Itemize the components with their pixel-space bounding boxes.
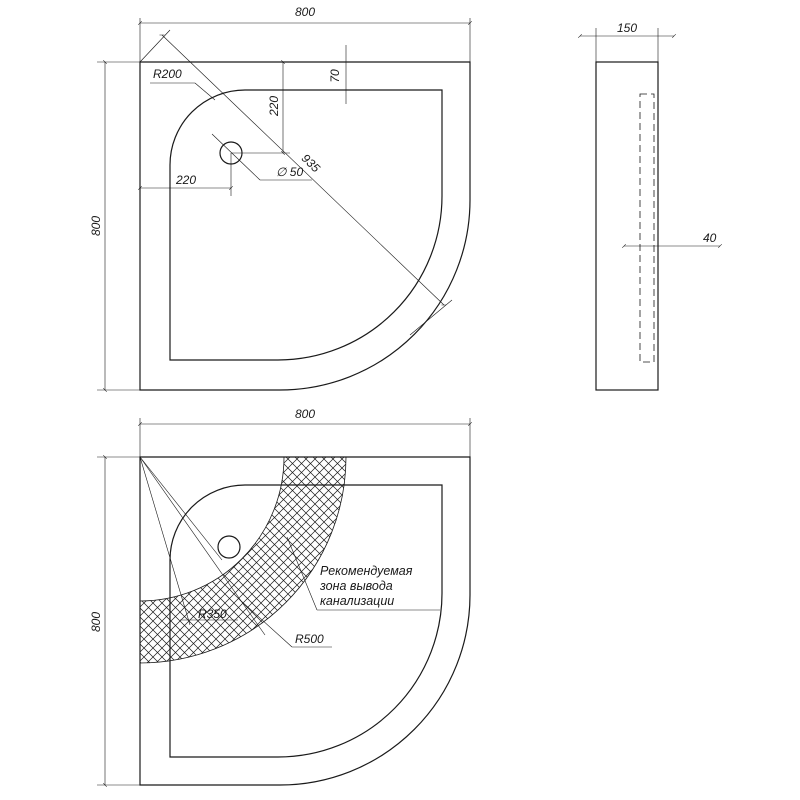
inner-label: 40 xyxy=(703,231,717,245)
bottom-view xyxy=(89,407,470,785)
note-line-1: Рекомендуемая xyxy=(320,564,413,578)
thickness-label: 150 xyxy=(616,21,638,35)
inner-radius-label: R350 xyxy=(198,607,227,621)
side-view xyxy=(580,21,720,390)
inner-bowl xyxy=(170,90,442,360)
note-text xyxy=(319,564,416,608)
drain-diameter-label: ∅ 50 xyxy=(276,165,304,179)
drain-diameter-leader xyxy=(212,134,260,180)
note-line-2: зона вывода xyxy=(320,579,393,593)
diagonal-label: 935 xyxy=(298,151,323,176)
drain-hole-bottom xyxy=(218,536,240,558)
width-label: 800 xyxy=(294,5,316,19)
side-inner-wall xyxy=(640,94,654,362)
outer-radius-label: R500 xyxy=(295,632,324,646)
height-label-bottom: 800 xyxy=(89,611,103,633)
side-profile xyxy=(596,62,658,390)
height-label: 800 xyxy=(89,215,103,237)
note-line-3: канализации xyxy=(320,594,395,608)
top-view xyxy=(89,5,470,390)
depth-label: 70 xyxy=(328,69,342,83)
radius-label: R200 xyxy=(153,67,182,81)
tray-outline xyxy=(140,62,470,390)
width-label-bottom: 800 xyxy=(294,407,316,421)
drain-offset-x-label: 220 xyxy=(175,173,197,187)
drain-offset-y-label: 220 xyxy=(267,95,281,117)
